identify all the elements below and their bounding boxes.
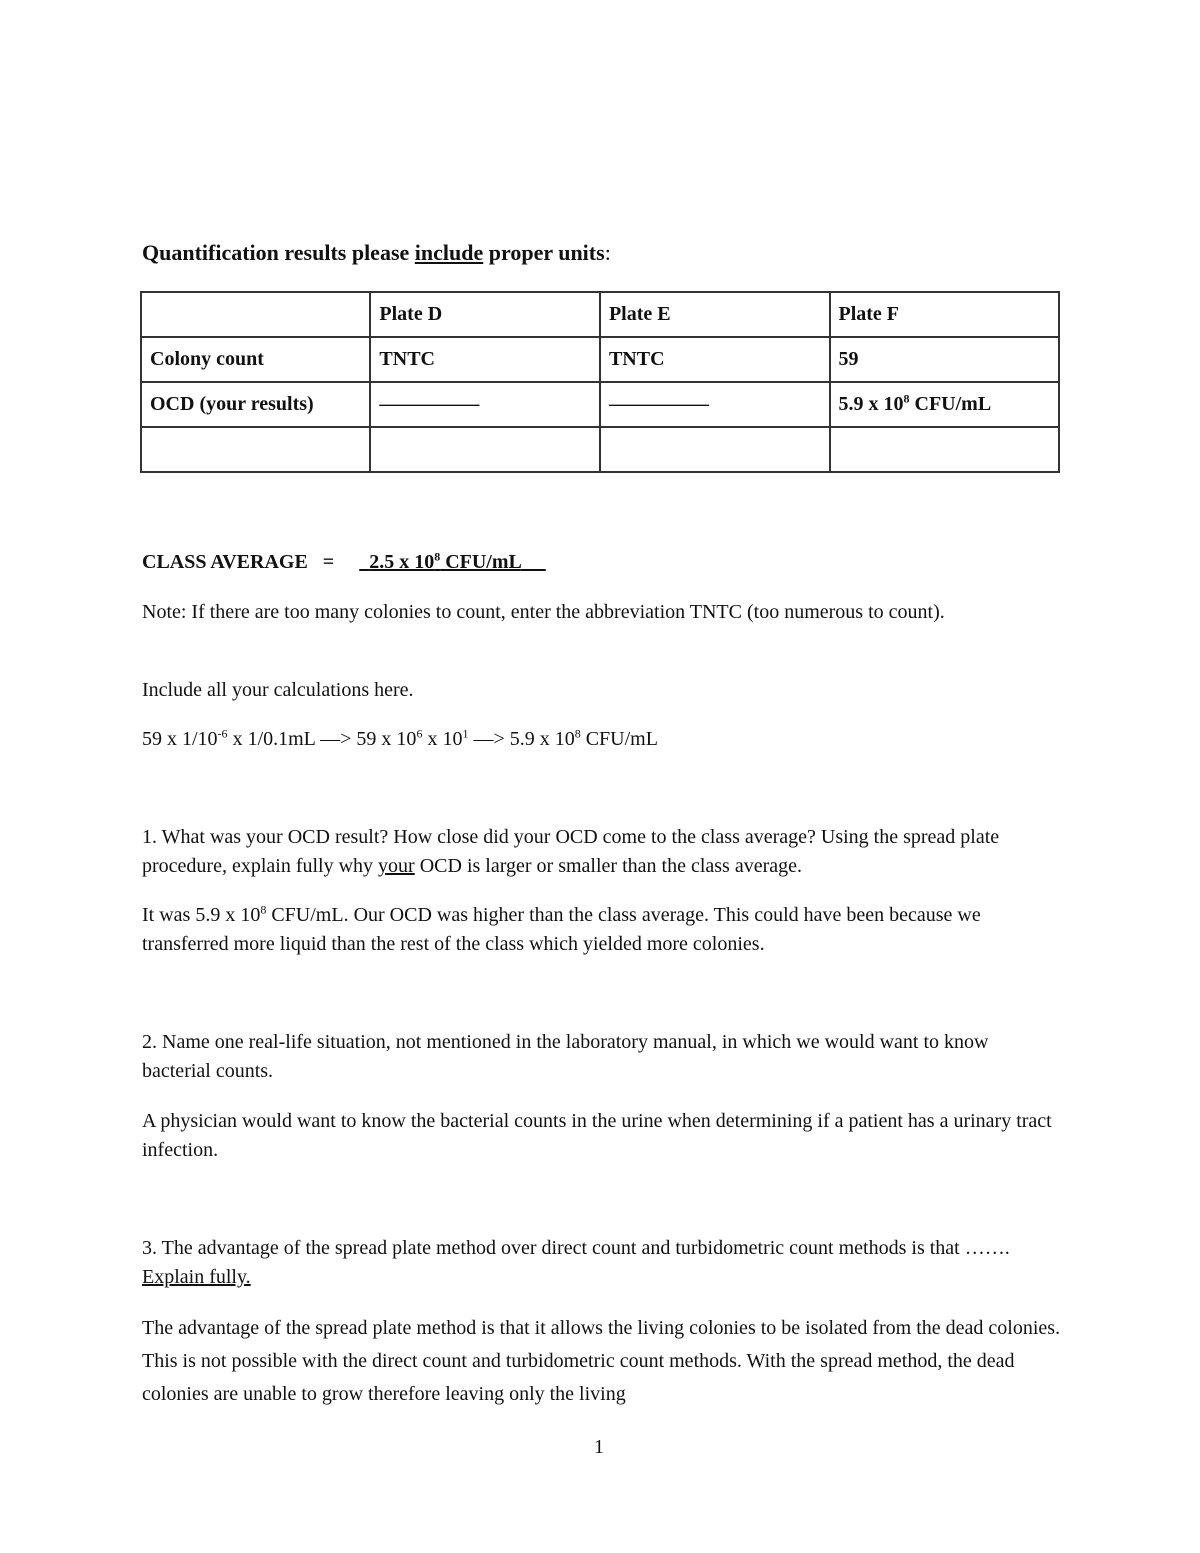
table-cell [830,382,1060,427]
table-header-row [141,292,1059,337]
table-cell [370,427,600,472]
calculations-prompt: Include all your calculations here. [142,679,414,701]
table-cell: ————— [600,382,830,427]
section-heading [142,240,611,266]
table-cell: TNTC [370,337,600,382]
table-cell: TNTC [600,337,830,382]
table-cell: Colony count [141,337,370,382]
calc-exponent: -6 [217,726,228,741]
answer-2: A physician would want to know the bacterial counts in the urine when determining if a patient has a urinary tract infection. [142,1110,1052,1161]
answer-1 [142,901,1062,959]
table-row [141,382,1059,427]
ocd-base: 5.9 x 10 [838,393,904,415]
table-header-cell: Plate D [370,292,600,337]
class-average-exponent: 8 [434,549,441,564]
question-2: 2. Name one real-life situation, not mentioned in the laboratory manual, in which we would want to know bacterial counts. [142,1031,989,1082]
answer-1-text-end: CFU/mL. Our OCD was higher than the class average. This could have been because we transferred more liquid than the rest of the class which yielded more colonies. [142,904,981,955]
calc-part: 59 x 1/10 [142,728,218,750]
note-text: Note: If there are too many colonies to count, enter the abbreviation TNTC (too numerous to count). [142,601,945,623]
table-header-cell: Plate E [600,292,830,337]
heading-underlined-word: include [414,240,484,265]
table-cell [141,427,370,472]
class-average-label: CLASS AVERAGE = [142,551,335,573]
table-cell: OCD (your results) [141,382,370,427]
calculation-line [142,725,1062,754]
table-header-cell [141,292,370,337]
class-average [142,548,1062,577]
table-row [141,427,1059,472]
ocd-unit: CFU/mL [909,393,992,415]
class-average-base: 2.5 x 10 [369,551,435,573]
heading-text: Quantification results please [142,240,415,265]
class-average-lead [359,551,369,573]
question-1 [142,823,1062,881]
question-1-text-end: OCD is larger or smaller than the class average. [414,855,802,877]
table-row [141,337,1059,382]
question-3-text: 3. The advantage of the spread plate method over direct count and turbidometric count methods is that ……. [142,1237,1010,1259]
calc-part: CFU/mL [580,728,658,750]
ocd-exponent: 8 [903,391,910,406]
calc-exponent: 6 [416,726,423,741]
calc-part: —> 5.9 x 10 [468,728,575,750]
page-number: 1 [594,1436,604,1458]
class-average-unit: CFU/mL [440,551,521,573]
calc-exponent: 1 [462,726,469,741]
table-cell [600,427,830,472]
heading-colon: : [604,240,611,265]
question-1-text: 1. What was your OCD result? How close did your OCD come to the class average? Using the spread plate procedure, explain fully why [142,826,1000,877]
answer-1-exponent: 8 [260,902,267,917]
calc-exponent: 8 [574,726,581,741]
table-cell: 59 [830,337,1060,382]
table-cell: ————— [370,382,600,427]
calc-part: x 10 [422,728,463,750]
answer-1-text: It was 5.9 x 10 [142,904,261,926]
question-3-underlined: Explain fully. [142,1266,251,1288]
answer-3: The advantage of the spread plate method is that it allows the living colonies to be isolated from the dead colonies. This is not possible with the direct count and turbidometric count methods. With the spread method, the dead colonies are unable to grow therefore leaving only the living [142,1317,1061,1405]
heading-text-end: proper units [483,240,605,265]
calc-part: x 1/0.1mL —> 59 x 10 [227,728,417,750]
results-table [140,291,1060,473]
question-1-underlined: your [378,855,415,877]
class-average-value [359,551,546,573]
table-header-cell: Plate F [830,292,1060,337]
class-average-trail [521,551,546,573]
question-3 [142,1234,1062,1292]
table-cell [830,427,1060,472]
